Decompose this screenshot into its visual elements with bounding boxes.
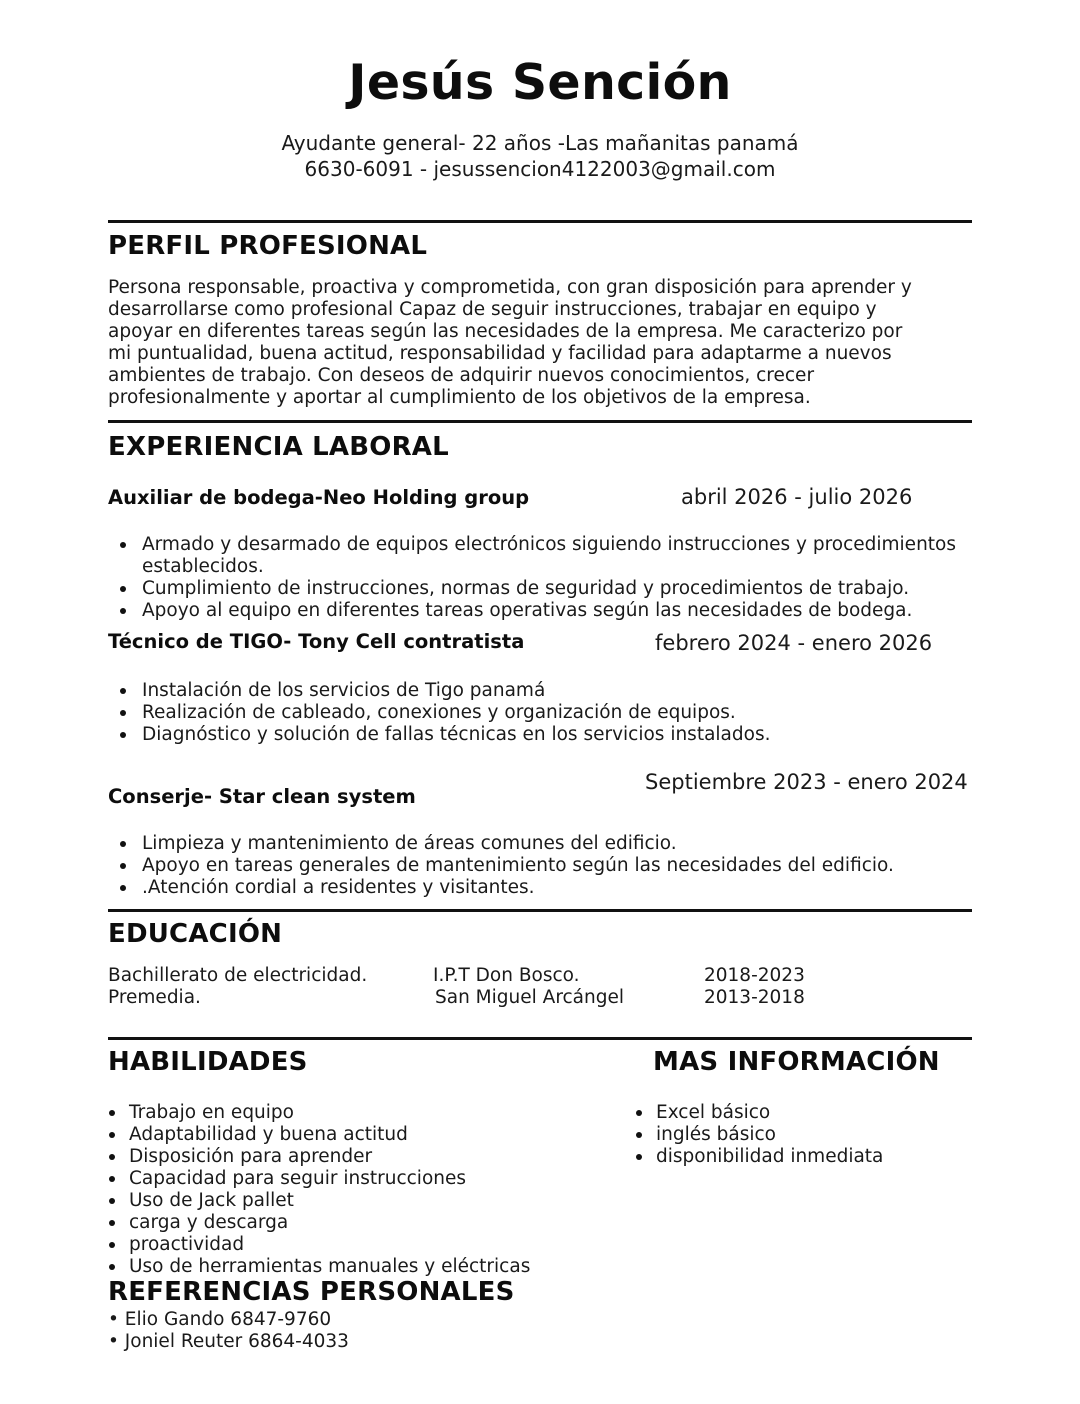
job-bullet-list — [108, 833, 978, 899]
job-dates: abril 2026 - julio 2026 — [681, 485, 913, 509]
reference-item: • Elio Gando 6847-9760 — [108, 1309, 332, 1330]
job-dates: febrero 2024 - enero 2026 — [655, 631, 933, 655]
reference-item: • Joniel Reuter 6864-4033 — [108, 1331, 349, 1352]
section-title-experience: EXPERIENCIA LABORAL — [108, 432, 449, 462]
candidate-name: Jesús Sención — [348, 54, 732, 111]
section-title-references: REFERENCIAS PERSONALES — [108, 1277, 515, 1307]
list-item: Apoyo en tareas generales de mantenimiento según las necesidades del edificio. — [108, 855, 978, 877]
section-title-profile: PERFIL PROFESIONAL — [108, 231, 428, 261]
list-item: Instalación de los servicios de Tigo panamá — [108, 680, 978, 702]
section-title-skills: HABILIDADES — [108, 1047, 308, 1077]
profile-line: apoyar en diferentes tareas según las necesidades de la empresa. Me caracterizo por — [108, 321, 903, 342]
candidate-subtitle: Ayudante general- 22 años -Las mañanitas panamá — [281, 131, 799, 155]
list-item: Armado y desarmado de equipos electrónicos siguiendo instrucciones y procedimientos establecidos. — [108, 534, 978, 578]
list-item: Uso de Jack pallet — [108, 1190, 628, 1212]
candidate-contact: 6630-6091 - jesussencion4122003@gmail.com — [304, 157, 776, 181]
list-item: proactividad — [108, 1234, 628, 1256]
list-item: Adaptabilidad y buena actitud — [108, 1124, 628, 1146]
list-item: .Atención cordial a residentes y visitantes. — [108, 877, 978, 899]
list-item: inglés básico — [635, 1124, 965, 1146]
job-title: Técnico de TIGO- Tony Cell contratista — [108, 630, 525, 653]
job-title: Conserje- Star clean system — [108, 785, 416, 808]
list-item: Capacidad para seguir instrucciones — [108, 1168, 628, 1190]
list-item: Realización de cableado, conexiones y organización de equipos. — [108, 702, 978, 724]
list-item: Limpieza y mantenimiento de áreas comunes del edificio. — [108, 833, 978, 855]
job-bullet-list — [108, 680, 978, 746]
education-degree: Bachillerato de electricidad. — [108, 965, 368, 986]
list-item: Trabajo en equipo — [108, 1102, 628, 1124]
education-degree: Premedia. — [108, 987, 201, 1008]
list-item: disponibilidad inmediata — [635, 1146, 965, 1168]
profile-paragraph — [108, 277, 978, 409]
list-item: Disposición para aprender — [108, 1146, 628, 1168]
more-info-list — [635, 1102, 965, 1168]
education-years: 2013-2018 — [704, 987, 805, 1008]
profile-line: mi puntualidad, buena actitud, responsabilidad y facilidad para adaptarme a nuevos — [108, 343, 892, 364]
divider-rule — [108, 1037, 972, 1040]
divider-rule — [108, 909, 972, 912]
divider-rule — [108, 420, 972, 423]
education-years: 2018-2023 — [704, 965, 805, 986]
skills-list — [108, 1102, 628, 1278]
profile-line: profesionalmente y aportar al cumplimiento de los objetivos de la empresa. — [108, 387, 811, 408]
list-item: Uso de herramientas manuales y eléctricas — [108, 1256, 628, 1278]
profile-line: Persona responsable, proactiva y comprometida, con gran disposición para aprender y — [108, 277, 912, 298]
list-item: Diagnóstico y solución de fallas técnicas en los servicios instalados. — [108, 724, 978, 746]
list-item: Excel básico — [635, 1102, 965, 1124]
education-school: I.P.T Don Bosco. — [433, 965, 580, 986]
section-title-education: EDUCACIÓN — [108, 919, 283, 949]
list-item: Cumplimiento de instrucciones, normas de seguridad y procedimientos de trabajo. — [108, 578, 978, 600]
section-title-more-info: MAS INFORMACIÓN — [653, 1047, 940, 1077]
profile-line: desarrollarse como profesional Capaz de seguir instrucciones, trabajar en equipo y — [108, 299, 877, 320]
job-bullet-list — [108, 534, 978, 622]
list-item: Apoyo al equipo en diferentes tareas operativas según las necesidades de bodega. — [108, 600, 978, 622]
job-title: Auxiliar de bodega-Neo Holding group — [108, 486, 530, 509]
profile-line: ambientes de trabajo. Con deseos de adquirir nuevos conocimientos, crecer — [108, 365, 815, 386]
education-school: San Miguel Arcángel — [435, 987, 625, 1008]
job-dates: Septiembre 2023 - enero 2024 — [645, 770, 968, 794]
divider-rule — [108, 220, 972, 223]
list-item: carga y descarga — [108, 1212, 628, 1234]
